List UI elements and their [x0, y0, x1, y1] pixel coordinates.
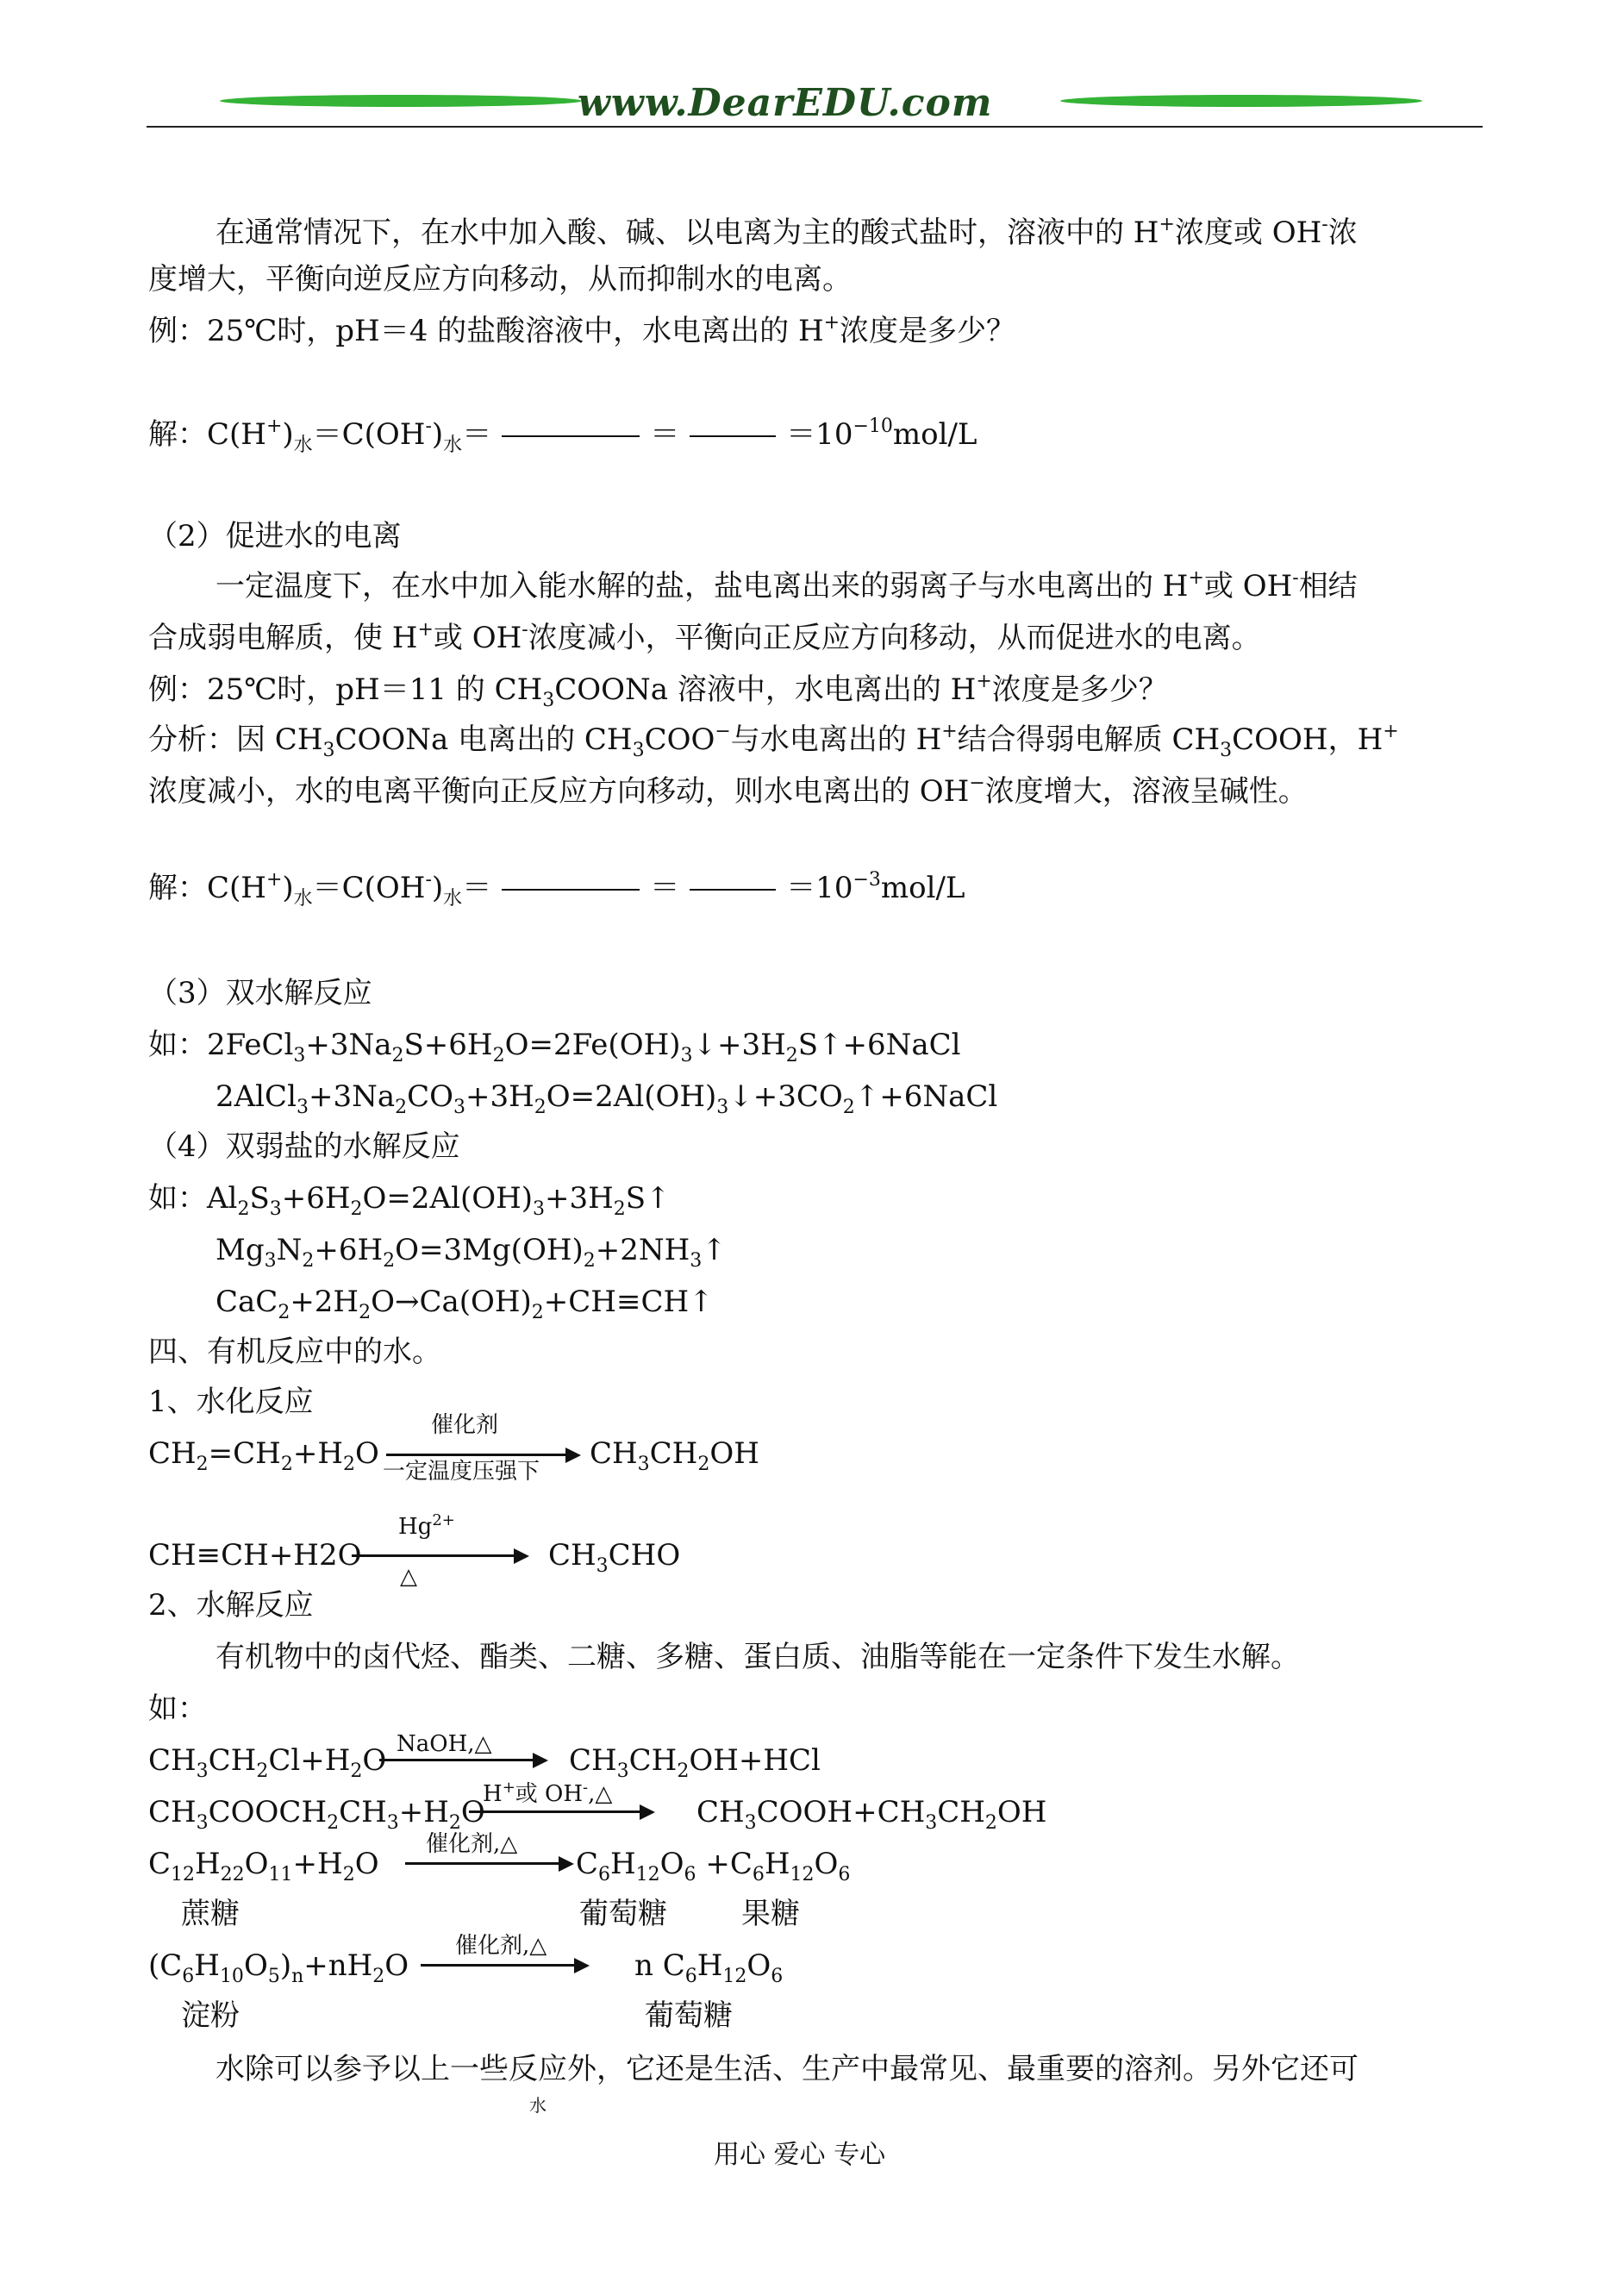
reaction-6-name-glucose: 葡萄糖: [645, 1998, 733, 2033]
para-inhibit-line1: 在通常情况下，在水中加入酸、碱、以电离为主的酸式盐时，溶液中的 H+浓度或 OH-浓: [215, 214, 1358, 250]
header-swoosh-right: [1060, 95, 1422, 107]
reaction-4-arrow: [469, 1810, 641, 1813]
reaction-6-name-starch: 淀粉: [181, 1998, 240, 2033]
reaction-6-condition: 催化剂,△: [455, 1933, 547, 1959]
reaction-4-right: $CH_3COOH+CH_3CH_2OH$: [696, 1795, 1047, 1834]
analysis-line1: 分析：因 $CH_3COONa$ 电离出的 $CH_3COO^-$与水电离出的 H+结合得弱电解质 $CH_3COOH$，H+: [148, 721, 1399, 761]
para-promote-line2: 合成弱电解质，使 H+或 OH-浓度减小，平衡向正反应方向移动，从而促进水的电离。: [148, 619, 1261, 655]
reaction-3-arrow: [379, 1759, 534, 1761]
reaction-4-arrowhead: [640, 1804, 655, 1820]
reaction-2-heat: △: [400, 1564, 417, 1590]
para-promote-line1: 一定温度下，在水中加入能水解的盐，盐电离出来的弱离子与水电离出的 H+或 OH-相结: [215, 567, 1358, 603]
solution-1: 解：$C(H^+)_水=C(OH^-)_水= = =10^{-10}mol/L$: [148, 416, 978, 456]
reaction-1-catalyst: 催化剂: [431, 1412, 499, 1438]
example-1: 例：25℃时，pH＝4 的盐酸溶液中，水电离出的 H+浓度是多少？: [148, 312, 1016, 348]
para-hydrolysis: 有机物中的卤代烃、酯类、二糖、多糖、蛋白质、油脂等能在一定条件下发生水解。: [215, 1640, 1300, 1674]
stray-char: 水: [529, 2095, 547, 2116]
reaction-1-condition: 一定温度压强下: [383, 1459, 540, 1485]
para-last: 水除可以参予以上一些反应外，它还是生活、生产中最常见、最重要的溶剂。另外它还可: [215, 2052, 1359, 2086]
reaction-3-condition: NaOH,△: [397, 1731, 492, 1757]
para-inhibit-line2: 度增大，平衡向逆反应方向移动，从而抑制水的电离。: [148, 262, 852, 297]
equation-3a: 如：$2FeCl_3+3Na_2S+6H_2O=2Fe(OH)_3↓+3H_2S↑+6NaCl$: [148, 1028, 961, 1066]
reaction-1-arrowhead: [565, 1448, 581, 1463]
reaction-5-left: $C_{12}H_{22}O_{11}+H_2O$: [148, 1847, 379, 1885]
reaction-3-left: $CH_3CH_2Cl+H_2O$: [148, 1743, 387, 1782]
header-rule: [147, 126, 1483, 128]
reaction-5-name-sucrose: 蔗糖: [181, 1897, 240, 1931]
reaction-2-left: CH≡CH+H2O: [148, 1538, 362, 1573]
reaction-2-right: $CH_3CHO$: [548, 1538, 681, 1577]
reaction-6-left: $(C_6H_{10}O_5)_n+nH_2O$: [148, 1948, 409, 1987]
section-3-title: （3）双水解反应: [148, 976, 372, 1010]
reaction-5-arrow: [405, 1862, 560, 1865]
reaction-2-catalyst: $Hg^{2+}$: [398, 1511, 455, 1540]
reaction-4-condition: H+或 OH-,△: [483, 1779, 613, 1807]
reaction-6-arrow: [421, 1964, 576, 1967]
analysis-line2: 浓度减小，水的电离平衡向正反应方向移动，则水电离出的 OH−浓度增大，溶液呈碱性。: [148, 772, 1308, 809]
reaction-5-name-fructose: 果糖: [741, 1897, 800, 1931]
section-4-title: （4）双弱盐的水解反应: [148, 1129, 460, 1164]
equation-4b: $Mg_3N_2+6H_2O=3Mg(OH)_2+2NH_3↑$: [215, 1233, 727, 1272]
header-swoosh-left: [220, 95, 582, 107]
reaction-5-arrowhead: [559, 1856, 574, 1872]
heading-organic: 四、有机反应中的水。: [148, 1335, 441, 1369]
equation-4a: 如：$Al_2S_3+6H_2O=2Al(OH)_3+3H_2S↑$: [148, 1181, 671, 1220]
reaction-1-left: $CH_2=CH_2+H_2O$: [148, 1436, 379, 1475]
reaction-1-arrow: [386, 1454, 567, 1456]
page-footer: 用心 爱心 专心: [714, 2140, 886, 2170]
label-ru: 如：: [148, 1692, 207, 1726]
reaction-1-right: $CH_3CH_2OH$: [590, 1436, 759, 1475]
heading-hydrolysis: 2、水解反应: [148, 1588, 314, 1623]
equation-4c: $CaC_2+2H_2O\to Ca(OH)_2+CH\equiv CH↑$: [215, 1285, 714, 1323]
reaction-6-arrowhead: [574, 1958, 590, 1973]
heading-hydration: 1、水化反应: [148, 1385, 314, 1419]
reaction-5-name-glucose: 葡萄糖: [579, 1897, 667, 1931]
reaction-6-right: n $C_6H_{12}O_6$: [634, 1948, 784, 1987]
reaction-5-condition: 催化剂,△: [426, 1831, 518, 1857]
equation-3b: $2AlCl_3+3Na_2CO_3+3H_2O=2Al(OH)_3↓+3CO_2↑+6NaCl$: [215, 1079, 998, 1118]
solution-2: 解：$C(H^+)_水=C(OH^-)_水= = =10^{-3}mol/L$: [148, 869, 965, 910]
reaction-3-arrowhead: [533, 1753, 548, 1768]
reaction-2-arrow: [352, 1554, 515, 1557]
example-2: 例：25℃时，pH＝11 的 $CH_3COONa$ 溶液中，水电离出的 H+浓度是多少？: [148, 671, 1168, 711]
reaction-5-right: $C_6H_{12}O_6 +C_6H_{12}O_6$: [576, 1847, 851, 1885]
site-logo: www.DearEDU.com: [578, 81, 993, 125]
reaction-4-left: $CH_3COOCH_2CH_3+H_2O$: [148, 1795, 485, 1834]
reaction-2-arrowhead: [514, 1548, 529, 1564]
reaction-3-right: $CH_3CH_2OH+HCl$: [569, 1743, 821, 1782]
section-2-title: （2）促进水的电离: [148, 519, 402, 553]
